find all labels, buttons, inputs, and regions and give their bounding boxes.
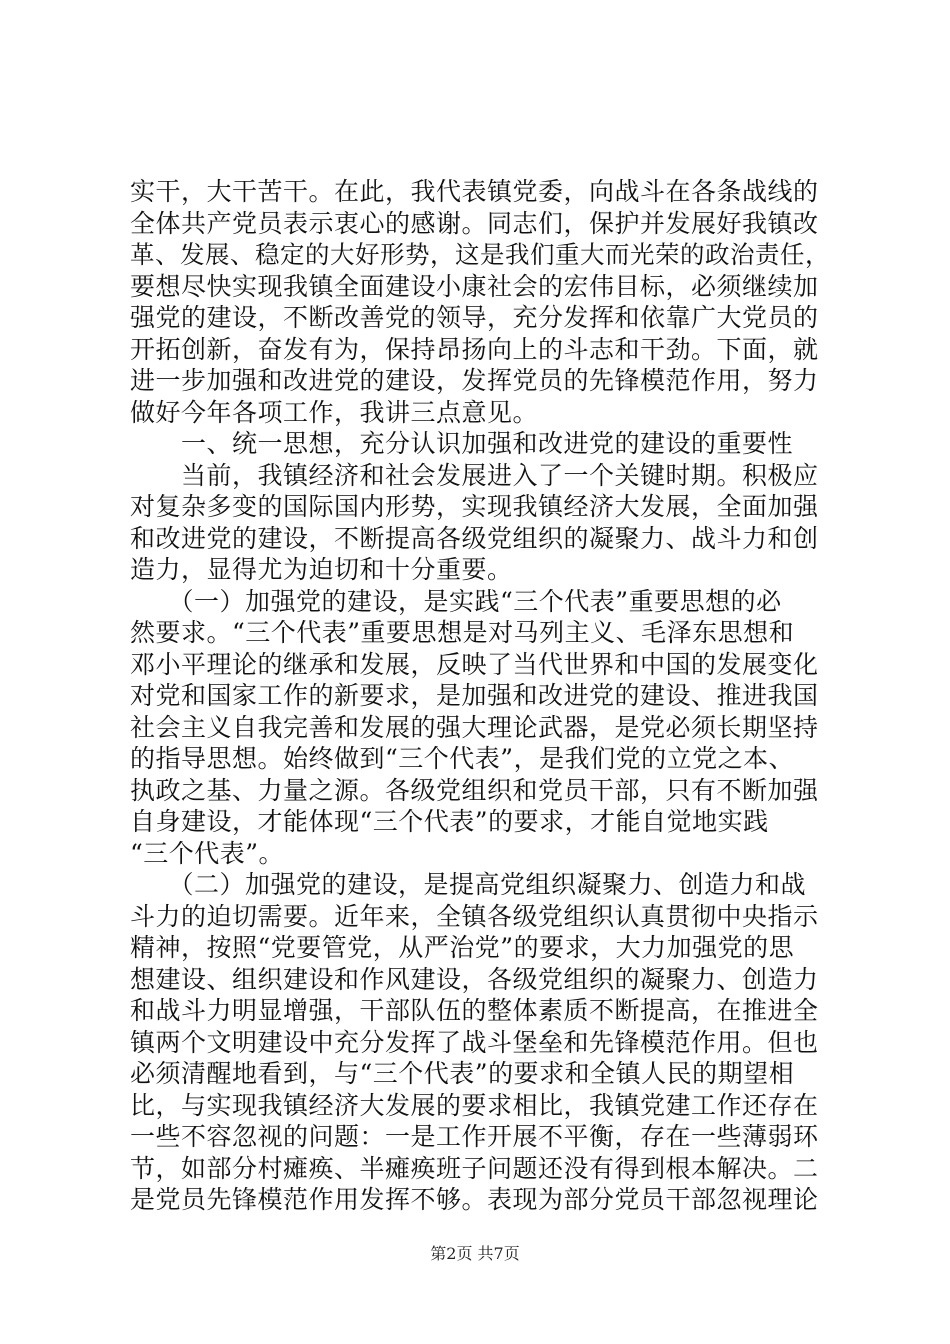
text-line: 想建设、组织建设和作风建设，各级党组织的凝聚力、创造力 xyxy=(130,964,819,994)
text-line: 必须清醒地看到，与“三个代表”的要求和全镇人民的期望相 xyxy=(130,1059,795,1088)
text-line: 斗力的迫切需要。近年来，全镇各级党组织认真贯彻中央指示 xyxy=(130,901,819,931)
text-line: （二）加强党的建设，是提高党组织凝聚力、创造力和战 xyxy=(130,870,807,899)
text-line: 一些不容忽视的问题：一是工作开展不平衡，存在一些薄弱环 xyxy=(130,1122,819,1151)
text-line: 造力，显得尤为迫切和十分重要。 xyxy=(130,555,513,584)
text-line: 镇两个文明建设中充分发挥了战斗堡垒和先锋模范作用。但也 xyxy=(130,1027,819,1057)
text-line: 和战斗力明显增强，干部队伍的整体素质不断提高，在推进全 xyxy=(130,996,819,1025)
text-line: 强党的建设，不断改善党的领导，充分发挥和依靠广大党员的 xyxy=(130,303,819,332)
text-line: 一、统一思想，充分认识加强和改进党的建设的重要性 xyxy=(130,429,794,458)
text-line: 进一步加强和改进党的建设，发挥党员的先锋模范作用，努力 xyxy=(130,366,819,395)
text-line: 革、发展、稳定的大好形势，这是我们重大而光荣的政治责任， xyxy=(130,240,830,269)
text-line: 执政之基、力量之源。各级党组织和党员干部，只有不断加强 xyxy=(130,775,819,805)
text-line: 社会主义自我完善和发展的强大理论武器，是党必须长期坚持 xyxy=(130,712,819,742)
text-line: 比，与实现我镇经济大发展的要求相比，我镇党建工作还存在 xyxy=(130,1090,819,1120)
text-line: 开拓创新，奋发有为，保持昂扬向上的斗志和干劲。下面，就 xyxy=(130,334,819,364)
text-line: 是党员先锋模范作用发挥不够。表现为部分党员干部忽视理论 xyxy=(130,1185,819,1214)
text-line: （一）加强党的建设，是实践“三个代表”重要思想的必 xyxy=(130,586,782,616)
text-line: 然要求。“三个代表”重要思想是对马列主义、毛泽东思想和 xyxy=(130,618,795,647)
text-line: 和改进党的建设，不断提高各级党组织的凝聚力、战斗力和创 xyxy=(130,523,819,553)
text-line: 对复杂多变的国际国内形势，实现我镇经济大发展，全面加强 xyxy=(130,492,819,521)
text-line: 要想尽快实现我镇全面建设小康社会的宏伟目标，必须继续加 xyxy=(130,271,819,301)
text-line: 的指导思想。始终做到“三个代表”，是我们党的立党之本、 xyxy=(130,744,795,773)
body-text xyxy=(130,176,830,1216)
text-line: 全体共产党员表示衷心的感谢。同志们，保护并发展好我镇改 xyxy=(130,208,819,238)
text-line: 精神，按照“党要管党，从严治党”的要求，大力加强党的思 xyxy=(130,933,795,962)
text-line: 对党和国家工作的新要求，是加强和改进党的建设、推进我国 xyxy=(130,681,819,710)
text-line: 当前，我镇经济和社会发展进入了一个关键时期。积极应 xyxy=(130,460,819,490)
text-line: 邓小平理论的继承和发展，反映了当代世界和中国的发展变化 xyxy=(130,649,819,679)
text-line: 自身建设，才能体现“三个代表”的要求，才能自觉地实践 xyxy=(130,807,769,836)
page-footer: 第2页 共7页 xyxy=(430,1244,520,1263)
text-line: 做好今年各项工作，我讲三点意见。 xyxy=(130,397,539,427)
text-line: “三个代表”。 xyxy=(130,838,285,868)
text-line: 实干，大干苦干。在此，我代表镇党委，向战斗在各条战线的 xyxy=(130,177,819,206)
text-line: 节，如部分村瘫痪、半瘫痪班子问题还没有得到根本解决。二 xyxy=(130,1153,819,1183)
